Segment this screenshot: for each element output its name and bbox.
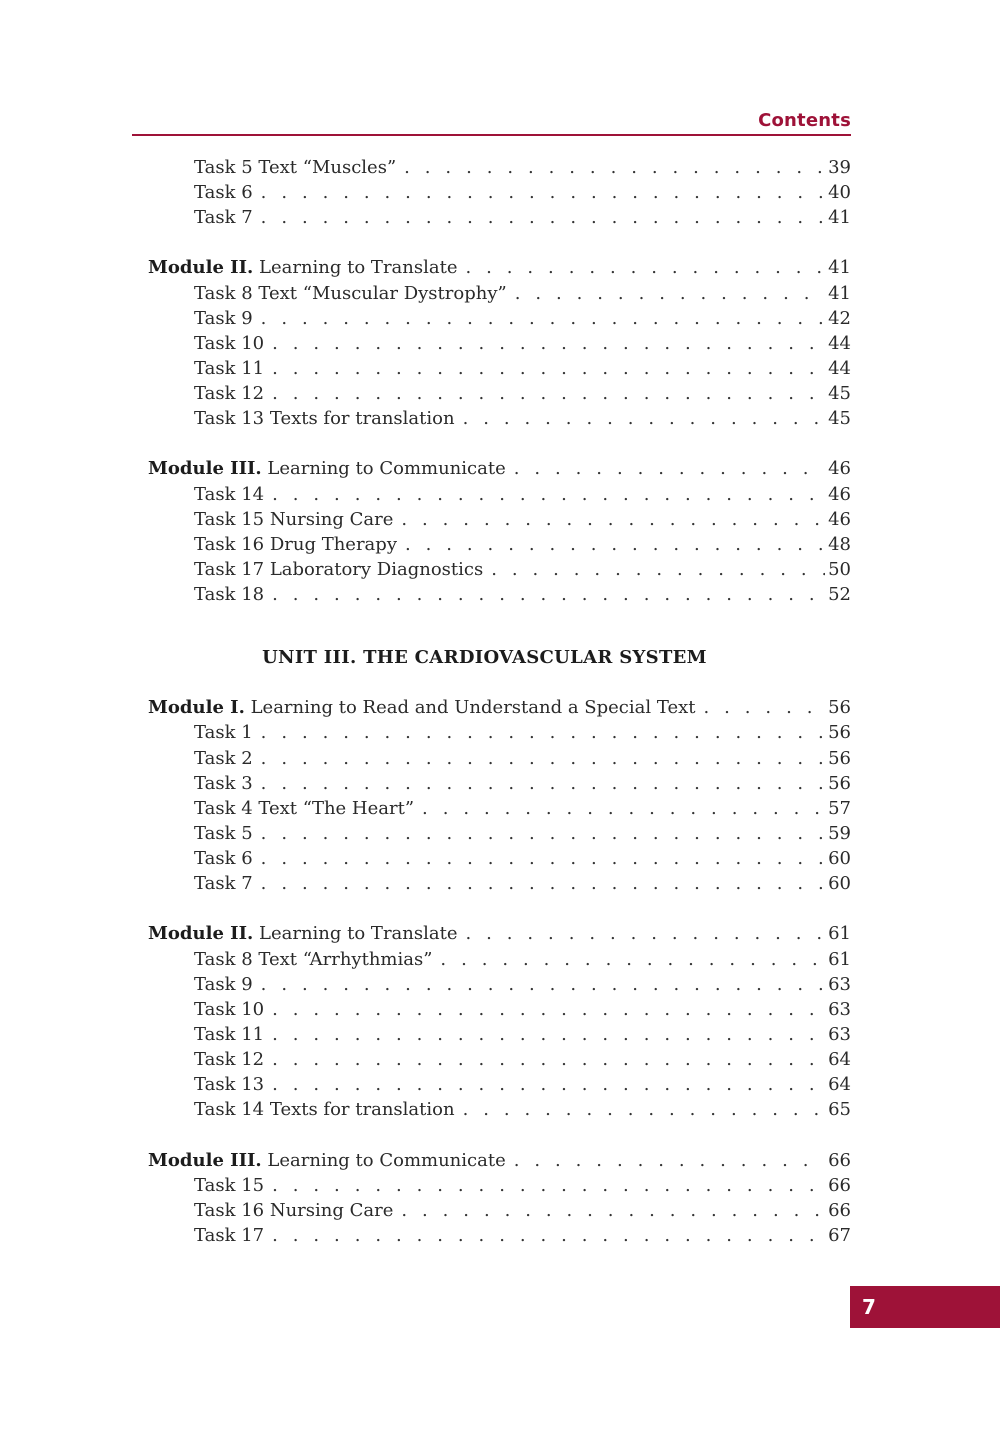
dot-leader	[261, 771, 825, 796]
page-ref: 64	[828, 1049, 851, 1071]
dot-leader	[261, 821, 825, 846]
toc-task-entry[interactable]	[148, 1198, 851, 1223]
page-ref: 67	[828, 1224, 851, 1246]
task-label: Task 10	[194, 998, 265, 1020]
header-divider	[132, 134, 851, 136]
dot-leader	[272, 1072, 825, 1097]
page-ref: 63	[828, 998, 851, 1020]
page-ref: 66	[828, 1174, 851, 1196]
task-label: Task 12	[194, 383, 265, 405]
toc-task-entry[interactable]	[148, 720, 851, 745]
task-label: Task 9	[194, 307, 253, 329]
page-ref: 66	[828, 1149, 851, 1171]
page-ref: 48	[828, 533, 851, 555]
dot-leader	[272, 331, 825, 356]
page-ref: 41	[828, 282, 851, 304]
task-label: Task 17 Laboratory Diagnostics	[194, 558, 484, 580]
task-label: Task 7	[194, 207, 253, 229]
task-label: Task 17	[194, 1224, 265, 1246]
dot-leader	[261, 746, 825, 771]
page-header-title: Contents	[758, 110, 851, 131]
dot-leader	[272, 1173, 825, 1198]
task-label: Task 8 Text “Muscular Dystrophy”	[194, 282, 507, 304]
task-label: Task 16 Drug Therapy	[194, 533, 397, 555]
page-ref: 60	[828, 873, 851, 895]
toc-task-entry[interactable]	[148, 1047, 851, 1072]
toc-task-entry[interactable]	[148, 1072, 851, 1097]
task-label: Task 5 Text “Muscles”	[194, 157, 397, 178]
toc-task-entry[interactable]	[148, 155, 851, 180]
dot-leader	[515, 281, 825, 306]
toc-task-entry[interactable]	[148, 381, 851, 406]
page-ref: 66	[828, 1199, 851, 1221]
task-label: Task 2	[194, 747, 253, 769]
page-ref: 40	[828, 182, 851, 204]
toc-task-entry[interactable]	[148, 1022, 851, 1047]
page-ref: 46	[828, 483, 851, 505]
task-label: Task 15 Nursing Care	[194, 508, 394, 530]
dot-leader	[401, 507, 825, 532]
page-ref: 41	[828, 257, 851, 279]
task-label: Task 14	[194, 483, 265, 505]
task-label: Task 6	[194, 182, 253, 204]
toc-task-entry[interactable]	[148, 205, 851, 230]
toc-task-entry[interactable]	[148, 356, 851, 381]
unit-heading: UNIT III. THE CARDIOVASCULAR SYSTEM	[262, 647, 707, 669]
module-prefix: Module II.	[148, 923, 254, 945]
task-label: Task 4 Text “The Heart”	[194, 797, 415, 819]
toc-module-entry[interactable]	[148, 1148, 851, 1173]
dot-leader	[463, 406, 826, 431]
toc-task-entry[interactable]	[148, 846, 851, 871]
dot-leader	[440, 947, 825, 972]
dot-leader	[272, 1047, 825, 1072]
page-ref: 61	[828, 948, 851, 970]
toc-module-entry[interactable]	[148, 456, 851, 481]
toc-task-entry[interactable]	[148, 532, 851, 557]
module-title: Learning to Translate	[259, 257, 458, 279]
task-label: Task 8 Text “Arrhythmias”	[194, 948, 433, 970]
module-label	[148, 255, 457, 280]
page-ref: 45	[828, 383, 851, 405]
page-ref: 41	[828, 207, 851, 229]
task-label: Task 11	[194, 357, 265, 379]
section-spacer	[148, 230, 851, 255]
page-ref: 45	[828, 408, 851, 430]
toc-module-entry[interactable]	[148, 921, 851, 946]
dot-leader	[261, 205, 825, 230]
task-label: Task 12	[194, 1049, 265, 1071]
task-label: Task 15	[194, 1174, 265, 1196]
toc-module-entry[interactable]	[148, 695, 851, 720]
toc-task-entry[interactable]	[148, 507, 851, 532]
toc-module-entry[interactable]	[148, 255, 851, 280]
page-ref: 44	[828, 332, 851, 354]
task-label: Task 7	[194, 873, 253, 895]
toc-task-entry[interactable]	[148, 1173, 851, 1198]
section-spacer	[148, 607, 851, 645]
dot-leader	[272, 997, 825, 1022]
page-ref: 42	[828, 307, 851, 329]
dot-leader	[422, 796, 825, 821]
page-ref: 44	[828, 357, 851, 379]
task-label: Task 6	[194, 848, 253, 870]
toc-task-entry[interactable]	[148, 972, 851, 997]
toc-task-entry[interactable]	[148, 796, 851, 821]
page-ref: 56	[828, 697, 851, 719]
module-prefix: Module III.	[148, 458, 262, 480]
task-label: Task 16 Nursing Care	[194, 1199, 394, 1221]
module-prefix: Module III.	[148, 1149, 262, 1171]
page-ref: 61	[828, 923, 851, 945]
dot-leader	[405, 532, 825, 557]
toc-task-entry[interactable]	[148, 406, 851, 431]
page-ref: 56	[828, 747, 851, 769]
dot-leader	[272, 1223, 825, 1248]
dot-leader	[514, 456, 825, 481]
toc-task-entry[interactable]	[148, 281, 851, 306]
page-ref: 59	[828, 822, 851, 844]
module-title: Learning to Communicate	[267, 458, 506, 480]
toc-task-entry[interactable]	[148, 482, 851, 507]
section-spacer	[148, 1123, 851, 1148]
task-label: Task 1	[194, 722, 253, 744]
page-ref: 60	[828, 848, 851, 870]
task-label: Task 10	[194, 332, 265, 354]
toc-task-entry[interactable]	[148, 1097, 851, 1122]
dot-leader	[272, 1022, 825, 1047]
page-ref: 63	[828, 973, 851, 995]
toc-task-entry[interactable]	[148, 997, 851, 1022]
module-title: Learning to Communicate	[267, 1149, 506, 1171]
page-ref: 65	[828, 1099, 851, 1121]
module-label	[148, 695, 696, 720]
task-label: Task 9	[194, 973, 253, 995]
page-ref: 56	[828, 772, 851, 794]
module-label	[148, 921, 457, 946]
dot-leader	[272, 482, 825, 507]
page-ref: 39	[828, 157, 851, 178]
task-label: Task 18	[194, 584, 265, 606]
module-prefix: Module I.	[148, 697, 245, 719]
module-label	[148, 1148, 506, 1173]
page-ref: 64	[828, 1074, 851, 1096]
toc-task-entry[interactable]	[148, 771, 851, 796]
toc-task-entry[interactable]	[148, 582, 851, 607]
toc-task-entry[interactable]	[148, 306, 851, 331]
toc-task-entry[interactable]	[148, 180, 851, 205]
task-label: Task 5	[194, 822, 253, 844]
dot-leader	[272, 381, 825, 406]
task-label: Task 13 Texts for translation	[194, 408, 455, 430]
dot-leader	[261, 871, 825, 896]
dot-leader	[272, 356, 825, 381]
section-spacer	[148, 896, 851, 921]
dot-leader	[514, 1148, 825, 1173]
table-of-contents	[148, 155, 851, 1248]
toc-task-entry[interactable]	[148, 821, 851, 846]
page-ref: 57	[828, 797, 851, 819]
module-label	[148, 456, 506, 481]
page-ref: 46	[828, 508, 851, 530]
task-label: Task 14 Texts for translation	[194, 1099, 455, 1121]
task-label: Task 13	[194, 1074, 265, 1096]
dot-leader	[261, 846, 825, 871]
module-prefix: Module II.	[148, 257, 254, 279]
dot-leader	[404, 155, 825, 180]
dot-leader	[261, 720, 825, 745]
task-label: Task 11	[194, 1023, 265, 1045]
page-ref: 50	[828, 558, 851, 580]
section-spacer	[148, 431, 851, 456]
toc-task-entry[interactable]	[148, 1223, 851, 1248]
module-title: Learning to Translate	[259, 923, 458, 945]
dot-leader	[261, 306, 825, 331]
dot-leader	[465, 255, 825, 280]
page-ref: 46	[828, 458, 851, 480]
page-number: 7	[862, 1295, 876, 1319]
toc-task-entry[interactable]	[148, 746, 851, 771]
task-label: Task 3	[194, 772, 253, 794]
toc-task-entry[interactable]	[148, 557, 851, 582]
toc-task-entry[interactable]	[148, 871, 851, 896]
dot-leader	[491, 557, 825, 582]
dot-leader	[261, 972, 825, 997]
page-ref: 56	[828, 722, 851, 744]
toc-task-entry[interactable]	[148, 331, 851, 356]
dot-leader	[465, 921, 825, 946]
section-spacer	[148, 670, 851, 695]
dot-leader	[463, 1097, 826, 1122]
module-title: Learning to Read and Understand a Special Text	[250, 697, 696, 719]
page-ref: 63	[828, 1023, 851, 1045]
dot-leader	[261, 180, 825, 205]
dot-leader	[272, 582, 825, 607]
dot-leader	[704, 695, 826, 720]
page-number-tab	[850, 1286, 1000, 1328]
dot-leader	[401, 1198, 825, 1223]
page-ref: 52	[828, 584, 851, 606]
toc-task-entry[interactable]	[148, 947, 851, 972]
